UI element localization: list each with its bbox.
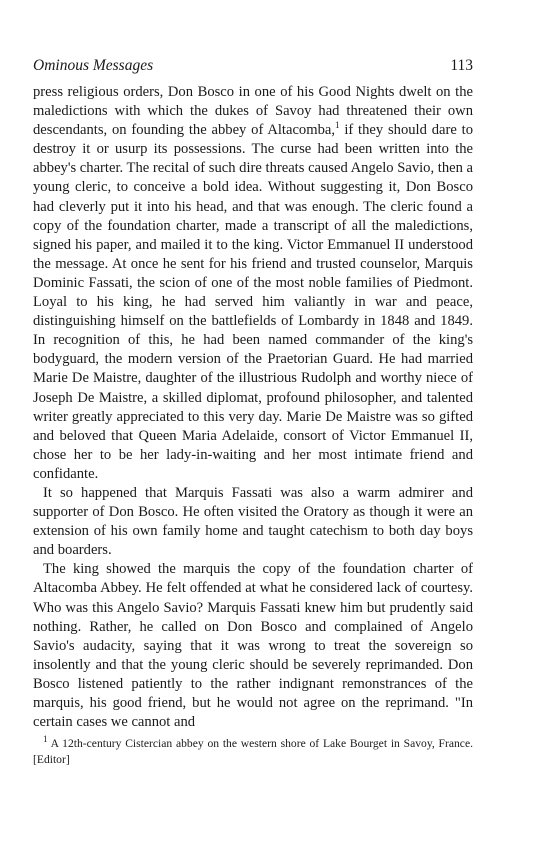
running-head: [33, 57, 473, 79]
running-title: Ominous Messages: [33, 57, 154, 74]
footnote: [33, 736, 473, 767]
footnote-reference: 1: [335, 120, 340, 131]
book-page: [33, 57, 473, 767]
page-number: 113: [450, 57, 473, 74]
paragraph-text: press religious orders, Don Bosco in one of his Good Nights dwelt on the maledictions with which the dukes of Savoy had threatened their own descendants, on founding the abbey of Altacomba,: [33, 84, 473, 139]
paragraph: [33, 83, 473, 484]
paragraph: It so happened that Marquis Fassati was also a warm admirer and supporter of Don Bosco. He often visited the Oratory as though it were an extension of his own family home and taught catechism to both day boys and boarders.: [33, 484, 473, 559]
paragraph: The king showed the marquis the copy of the foundation charter of Altacomba Abbey. He felt offended at what he considered lack of courtesy. Who was this Angelo Savio? Marquis Fassati knew him but prudently said nothing. Rather, he called on Don Bosco and complained of Angelo Savio's audacity, saying that it was wrong to treat the sovereign so insolently and that the young cleric should be severely reprimanded. Don Bosco listened patiently to the rather indignant remonstrances of the marquis, his good friend, but he would not agree on the reprimand. "In certain cases we cannot and: [33, 561, 473, 731]
footnote-marker: 1: [43, 734, 48, 745]
paragraph-text-continued: if they should dare to destroy it or usurp its possessions. The curse had been written into the abbey's charter. The recital of such dire threats caused Angelo Savio, then a young cleric, to conceive a bold idea. Without suggesting it, Don Bosco had cleverly put it into his head, and that was enough. The cleric found a copy of the foundation charter, made a transcript of all the maledictions, signed his paper, and mailed it to the king. Victor Emmanuel II understood the message. At once he sent for his friend and trusted counselor, Marquis Dominic Fassati, the scion of one of the most noble families of Piedmont. Loyal to his king, he had served him valiantly in war and peace, distinguishing himself on the battlefields of Lombardy in 1848 and 1849. In recognition of this, he had been named commander of the king's bodyguard, the modern version of the Praetorian Guard. He had married Marie De Maistre, daughter of the illustrious Rudolph and worthy niece of Joseph De Maistre, a skilled diplomat, profound philosopher, and talented writer greatly appreciated to this very day. Marie De Maistre was so gifted and beloved that Queen Maria Adelaide, consort of Victor Emmanuel II, chose her to be her lady-in-waiting and her most intimate friend and confidante.: [33, 122, 474, 482]
footnote-text: A 12th-century Cistercian abbey on the western shore of Lake Bourget in Savoy, France. [Editor]: [33, 737, 473, 766]
body-text: [33, 83, 473, 732]
